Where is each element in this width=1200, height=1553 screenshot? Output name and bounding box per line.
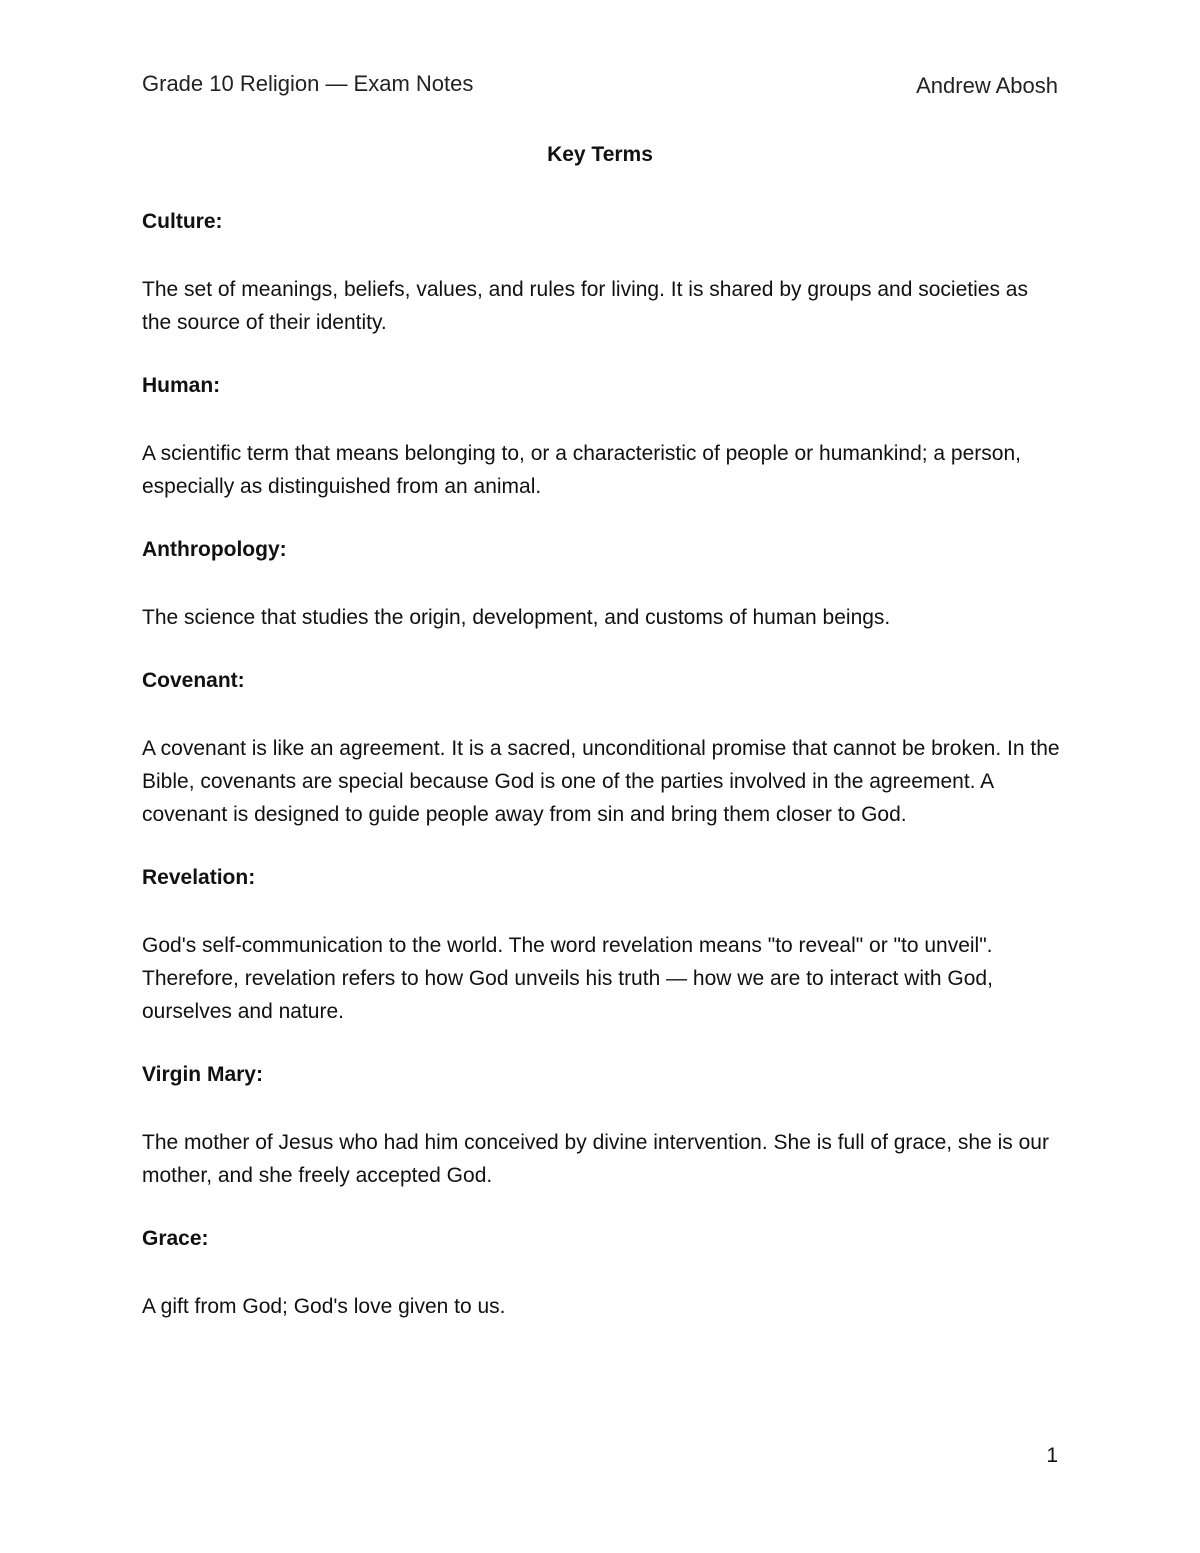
term-human <box>142 372 1062 503</box>
term-anthropology <box>142 536 1062 634</box>
term-definition: The set of meanings, beliefs, values, and rules for living. It is shared by groups and societies as the source of their identity. <box>142 278 1028 334</box>
term-definition: The science that studies the origin, development, and customs of human beings. <box>142 606 891 629</box>
term-heading: Human: <box>142 374 221 397</box>
term-definition: A gift from God; God's love given to us. <box>142 1295 506 1318</box>
term-grace <box>142 1225 1062 1323</box>
term-heading: Culture: <box>142 210 223 233</box>
term-heading: Covenant: <box>142 669 245 692</box>
page-number: 1 <box>1046 1444 1058 1467</box>
term-heading: Revelation: <box>142 866 256 889</box>
term-heading: Grace: <box>142 1227 209 1250</box>
term-culture <box>142 208 1062 339</box>
term-virgin-mary <box>142 1061 1062 1192</box>
term-definition: God's self-communication to the world. The word revelation means "to reveal" or "to unveil". Therefore, revelation refers to how God unveils his truth — how we are to interact with God, ourselves and nature. <box>142 934 993 1023</box>
header-title: Grade 10 Religion — Exam Notes <box>142 71 474 96</box>
term-revelation <box>142 864 1062 1028</box>
term-definition: The mother of Jesus who had him conceived by divine intervention. She is full of grace, she is our mother, and she freely accepted God. <box>142 1131 1049 1187</box>
key-terms-list <box>142 208 1062 1356</box>
document-title: Key Terms <box>547 143 653 166</box>
term-covenant <box>142 667 1062 831</box>
term-definition: A covenant is like an agreement. It is a sacred, unconditional promise that cannot be broken. In the Bible, covenants are special because God is one of the parties involved in the agreement. A covenant is designed to guide people away from sin and bring them closer to God. <box>142 737 1060 826</box>
term-definition: A scientific term that means belonging to, or a characteristic of people or humankind; a person, especially as distinguished from an animal. <box>142 442 1021 498</box>
header-author: Andrew Abosh <box>916 73 1058 98</box>
term-heading: Virgin Mary: <box>142 1063 263 1086</box>
term-heading: Anthropology: <box>142 538 287 561</box>
